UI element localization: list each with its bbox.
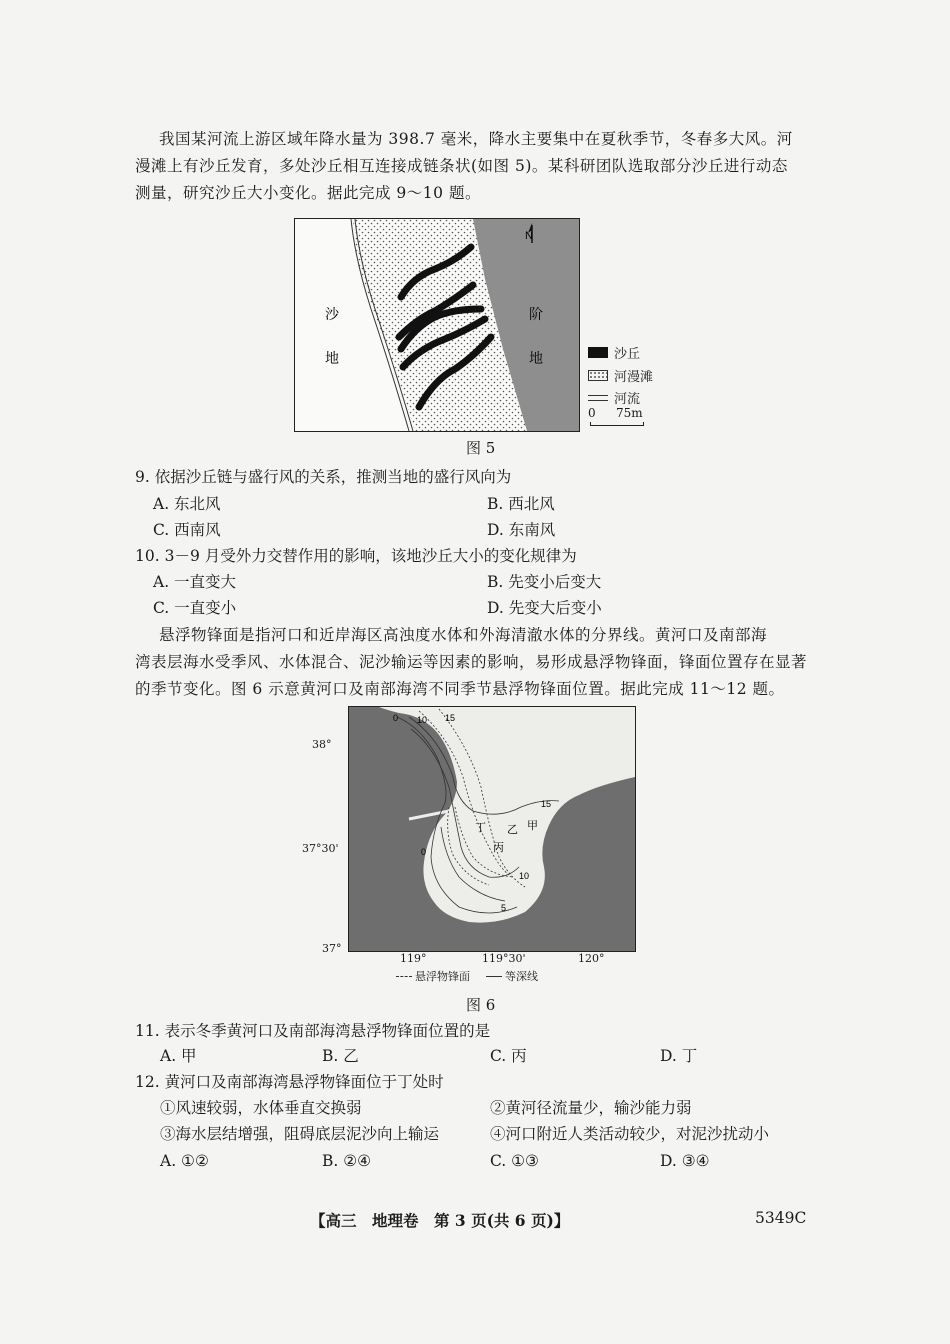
north-label: N bbox=[525, 230, 533, 242]
question-9-option-a: A. 东北风 bbox=[153, 495, 221, 513]
figure-6-caption: 图 6 bbox=[466, 996, 496, 1014]
question-11-option-c: C. 丙 bbox=[490, 1047, 527, 1065]
figure-5-caption: 图 5 bbox=[466, 439, 496, 457]
scale-value-label: 75m bbox=[616, 406, 643, 420]
question-12-statement-2: ②黄河径流量少，输沙能力弱 bbox=[490, 1099, 692, 1117]
intro-paragraph-2 bbox=[135, 622, 835, 703]
intro2-line1: 悬浮物锋面是指河口和近岸海区高浊度水体和外海清澈水体的分界线。黄河口及南部海 bbox=[159, 626, 768, 644]
depth-15-top-label: 15 bbox=[445, 713, 456, 723]
dune-swatch-icon bbox=[588, 347, 608, 358]
front-line-swatch-icon bbox=[396, 976, 412, 977]
depth-5-label: 5 bbox=[501, 903, 507, 913]
label-jia: 甲 bbox=[527, 819, 538, 832]
question-12-option-c: C. ①③ bbox=[490, 1152, 539, 1170]
page-footer: 【高三 地理卷 第 3 页(共 6 页)】 bbox=[310, 1211, 570, 1230]
legend-isobath bbox=[486, 968, 538, 984]
exam-code: 5349C bbox=[755, 1209, 807, 1227]
lat-3730-label: 37°30' bbox=[302, 842, 339, 855]
question-9-option-d: D. 东南风 bbox=[487, 521, 556, 539]
lat-38-label: 38° bbox=[312, 738, 332, 751]
lon-120-label: 120° bbox=[578, 952, 605, 965]
question-9-option-b: B. 西北风 bbox=[487, 495, 555, 513]
question-10-stem: 10. 3－9 月受外力交替作用的影响，该地沙丘大小的变化规律为 bbox=[135, 547, 577, 565]
legend-dune bbox=[588, 343, 640, 362]
depth-0-label: 0 bbox=[421, 847, 427, 857]
figure-5-map bbox=[294, 218, 580, 432]
figure-6-map bbox=[348, 706, 636, 952]
question-12-statement-4: ④河口附近人类活动较少，对泥沙扰动小 bbox=[490, 1125, 770, 1143]
legend-front bbox=[396, 968, 470, 984]
lon-119-label: 119° bbox=[400, 952, 427, 965]
question-12-statement-3: ③海水层结增强，阻碍底层泥沙向上输运 bbox=[160, 1125, 440, 1143]
question-12-option-a: A. ①② bbox=[160, 1152, 209, 1170]
legend-front-label: 悬浮物锋面 bbox=[415, 970, 470, 983]
question-12-stem: 12. 黄河口及南部海湾悬浮物锋面位于丁处时 bbox=[135, 1073, 444, 1091]
label-yi: 乙 bbox=[507, 823, 518, 836]
question-12-option-d: D. ③④ bbox=[660, 1152, 710, 1170]
question-9-option-c: C. 西南风 bbox=[153, 521, 221, 539]
question-9-stem: 9. 依据沙丘链与盛行风的关系，推测当地的盛行风向为 bbox=[135, 468, 512, 486]
question-11-option-a: A. 甲 bbox=[160, 1047, 197, 1065]
legend-dune-label: 沙丘 bbox=[614, 347, 641, 362]
terrace-label-2: 地 bbox=[529, 351, 543, 367]
legend-river-label: 河流 bbox=[614, 392, 641, 407]
question-11-option-d: D. 丁 bbox=[660, 1047, 698, 1065]
floodplain-swatch-icon bbox=[588, 370, 608, 381]
isobath-line-swatch-icon bbox=[486, 976, 502, 977]
question-10-option-d: D. 先变大后变小 bbox=[487, 599, 602, 617]
question-10-option-c: C. 一直变小 bbox=[153, 599, 237, 617]
intro1-line1: 我国某河流上游区域年降水量为 398.7 毫米，降水主要集中在夏秋季节，冬春多大风。河 bbox=[159, 130, 793, 148]
question-11-option-b: B. 乙 bbox=[322, 1047, 359, 1065]
intro-paragraph-1 bbox=[135, 126, 835, 207]
terrace-label-1: 阶 bbox=[529, 307, 543, 323]
sand-land-label-2: 地 bbox=[325, 351, 339, 367]
question-12-option-b: B. ②④ bbox=[322, 1152, 372, 1170]
question-10-option-a: A. 一直变大 bbox=[153, 573, 237, 591]
intro1-line3: 测量，研究沙丘大小变化。据此完成 9～10 题。 bbox=[135, 184, 481, 202]
depth-0-top-label: 0 bbox=[393, 713, 399, 723]
depth-10-top-label: 10 bbox=[417, 715, 428, 725]
river-swatch-icon bbox=[588, 395, 608, 401]
depth-15-right-label: 15 bbox=[541, 799, 552, 809]
label-ding: 丁 bbox=[475, 821, 486, 834]
intro2-line2: 湾表层海水受季风、水体混合、泥沙输运等因素的影响，易形成悬浮物锋面，锋面位置存在显著 bbox=[135, 653, 808, 671]
intro1-line2: 漫滩上有沙丘发育，多处沙丘相互连接成链条状(如图 5)。某科研团队选取部分沙丘进行动态 bbox=[135, 157, 788, 175]
legend-river bbox=[588, 388, 640, 407]
scale-bar bbox=[588, 406, 646, 424]
question-12-statement-1: ①风速较弱，水体垂直交换弱 bbox=[160, 1099, 362, 1117]
scale-zero-label: 0 bbox=[588, 406, 596, 420]
question-11-stem: 11. 表示冬季黄河口及南部海湾悬浮物锋面位置的是 bbox=[135, 1022, 491, 1040]
depth-10-label: 10 bbox=[519, 871, 530, 881]
legend-floodplain bbox=[588, 366, 653, 385]
sand-land-label-1: 沙 bbox=[325, 307, 339, 323]
scale-bar-line bbox=[590, 422, 644, 426]
intro2-line3: 的季节变化。图 6 示意黄河口及南部海湾不同季节悬浮物锋面位置。据此完成 11～12 题。 bbox=[135, 680, 785, 698]
lat-37-label: 37° bbox=[322, 942, 342, 955]
figure-6-svg bbox=[349, 707, 635, 951]
label-bing: 丙 bbox=[493, 841, 504, 854]
figure-5-svg bbox=[295, 219, 579, 431]
legend-isobath-label: 等深线 bbox=[505, 970, 538, 983]
lon-11930-label: 119°30' bbox=[482, 952, 526, 965]
legend-floodplain-label: 河漫滩 bbox=[614, 370, 654, 385]
question-10-option-b: B. 先变小后变大 bbox=[487, 573, 602, 591]
